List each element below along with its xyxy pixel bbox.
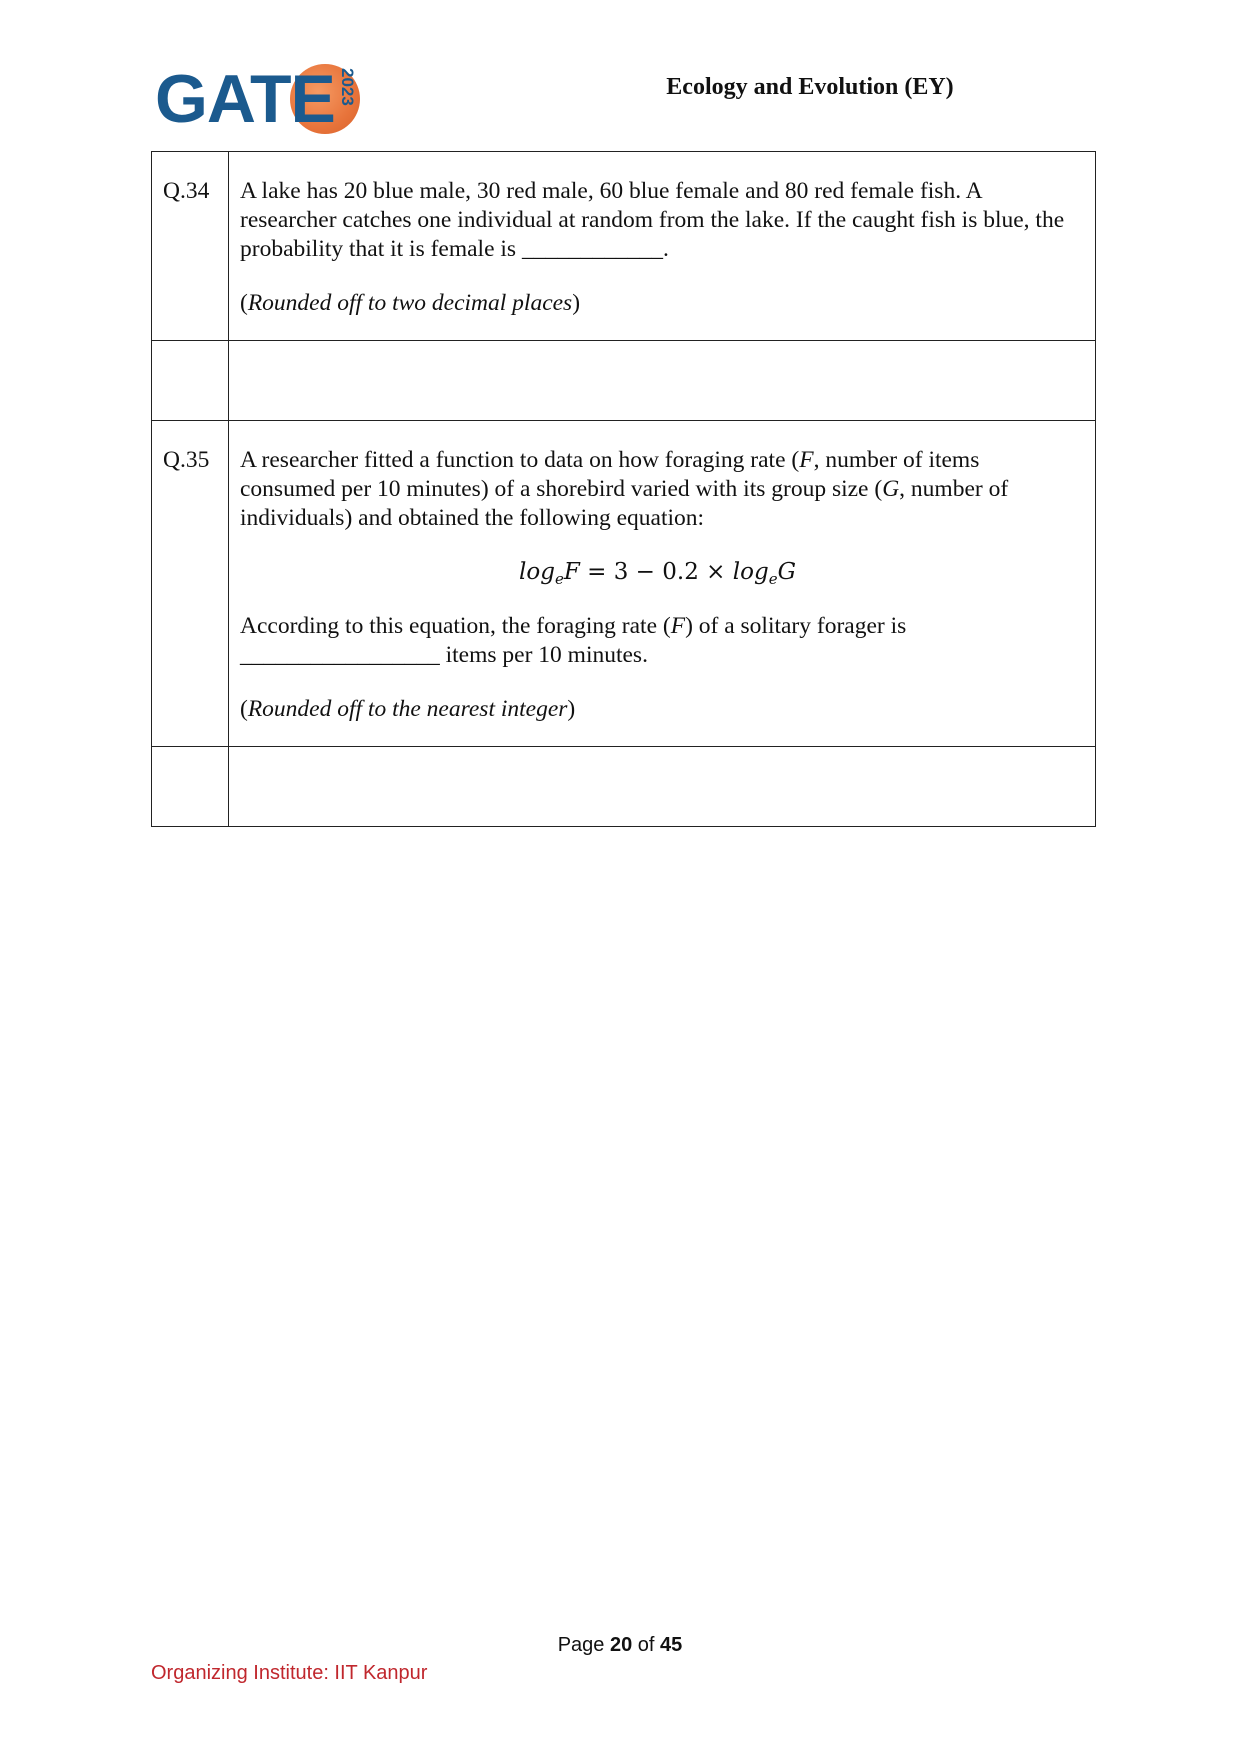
paper-title: Ecology and Evolution (EY) bbox=[666, 74, 954, 100]
question-text: A researcher fitted a function to data on how foraging rate (F, number of items consumed per 10 minutes) of a shorebird varied with its group size (G, number of individuals) and obtained the following equation: bbox=[240, 447, 1009, 531]
answer-prompt: According to this equation, the foraging rate (F) of a solitary forager is _________________ items per 10 minutes. bbox=[240, 613, 907, 668]
page-number: Page 20 of 45 bbox=[557, 1634, 683, 1656]
answer-row bbox=[152, 341, 1096, 421]
question-body bbox=[229, 152, 1096, 341]
logo-year: 2023 bbox=[338, 68, 357, 106]
rounding-note: (Rounded off to two decimal places) bbox=[240, 290, 581, 316]
question-number: Q.35 bbox=[152, 421, 229, 747]
question-row-35 bbox=[152, 421, 1096, 747]
question-body bbox=[229, 421, 1096, 747]
equation: $\log_eF = 3 - 0.2 \times \log_eG$ bbox=[519, 559, 796, 588]
answer-row bbox=[152, 747, 1096, 827]
gate-2023-logo bbox=[155, 58, 365, 140]
question-number: Q.34 bbox=[152, 152, 229, 341]
question-row-34 bbox=[152, 152, 1096, 341]
organizing-institute: Organizing Institute: IIT Kanpur bbox=[151, 1662, 428, 1684]
rounding-note: (Rounded off to the nearest integer) bbox=[240, 696, 576, 722]
question-table bbox=[151, 151, 1096, 827]
logo-text: GATE bbox=[155, 61, 335, 137]
question-text: A lake has 20 blue male, 30 red male, 60 blue female and 80 red female fish. A researcher catches one individual at random from the lake. If the caught fish is blue, the probability that it is female is ____________. bbox=[240, 178, 1065, 262]
